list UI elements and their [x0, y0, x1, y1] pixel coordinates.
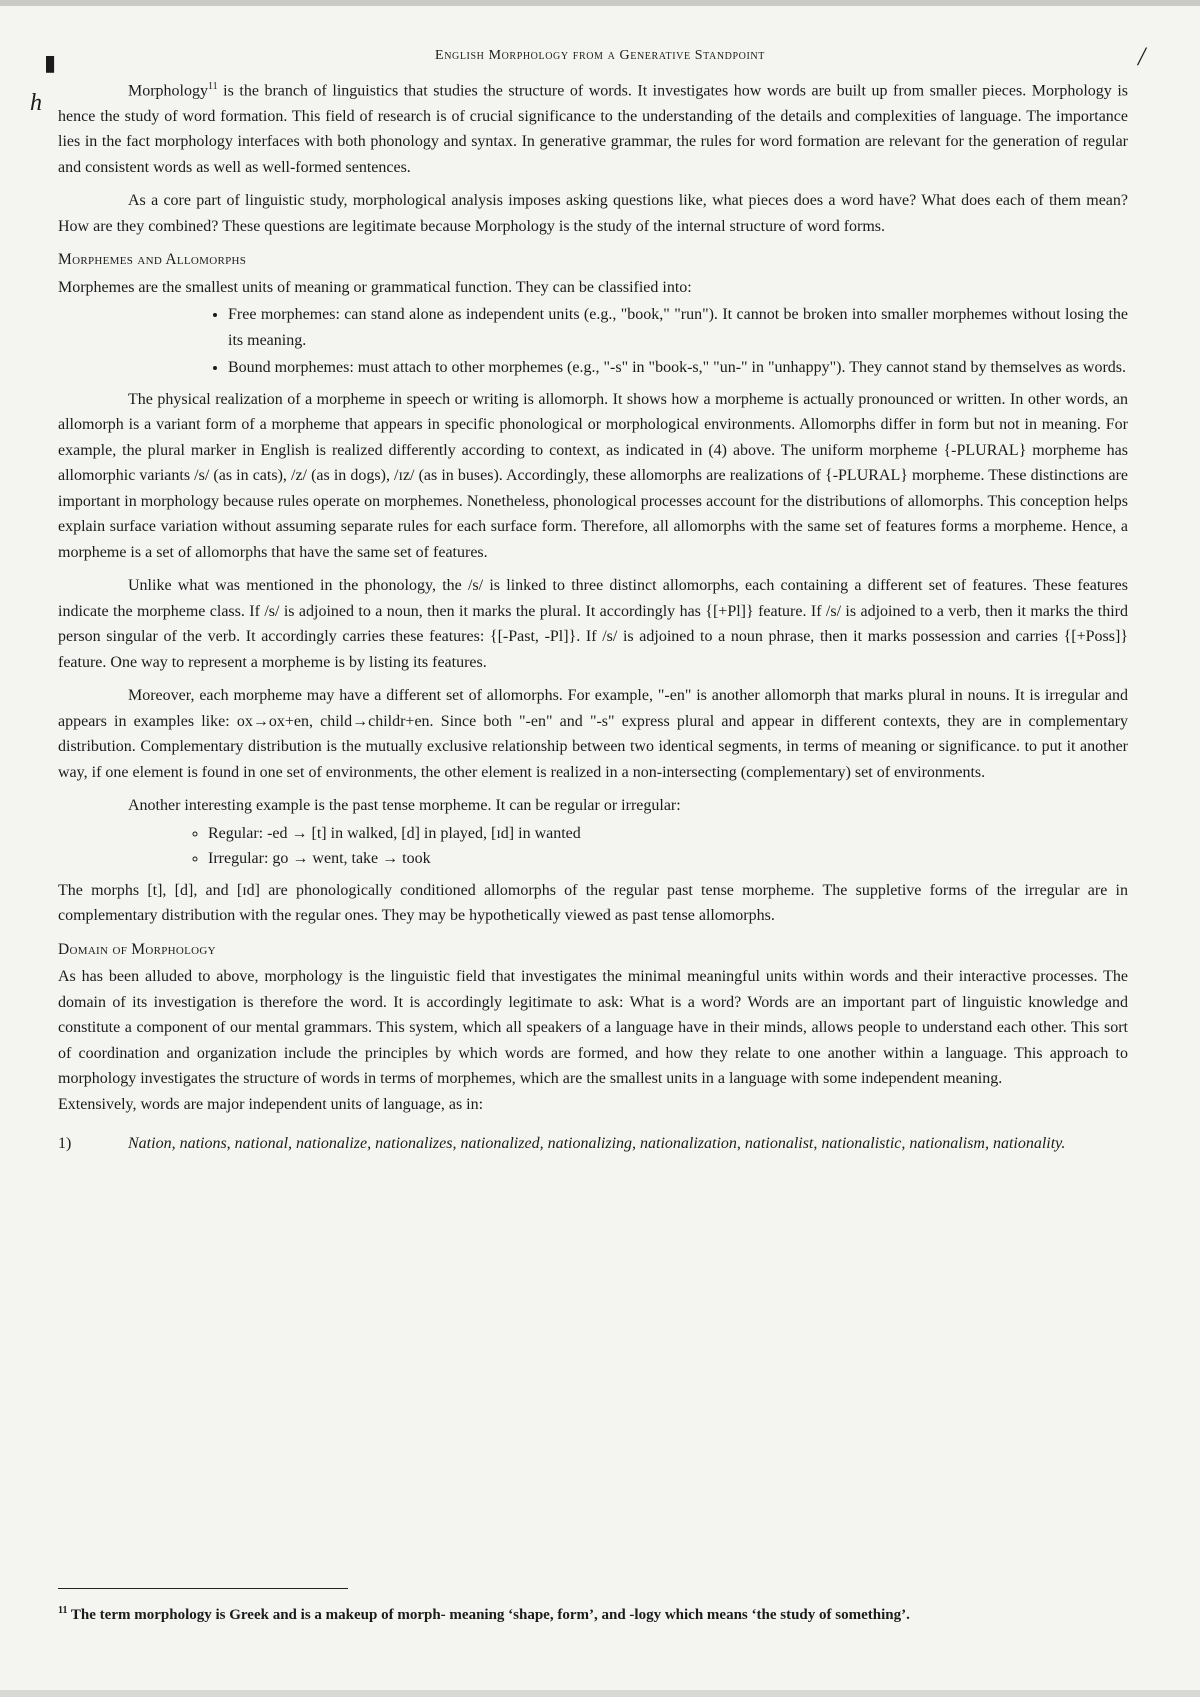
morpheme-types-list — [58, 302, 1128, 381]
example-text: Nation, nations, national, nationalize, nationalizes, nationalized, nationalizing, nationalization, nationalist, nationalistic, nationalism, nationality. — [128, 1135, 1066, 1153]
past-tense-intro: Another interesting example is the past tense morpheme. It can be regular or irregular: — [128, 797, 681, 815]
list-item: • Bound morphemes: must attach to other morphemes (e.g., "-s" in "book-s," "un-" in "unhappy"). They cannot stand by themselves as words. — [228, 355, 1128, 381]
intro-paragraph-2: As a core part of linguistic study, morphological analysis imposes asking questions like, what pieces does a word have? What does each of them mean? How are they combined? These questions are legitimate because Morphology is the study of the internal structure of word forms. — [58, 192, 1128, 235]
complementary-paragraph: Moreover, each morpheme may have a different set of allomorphs. For example, "-en" is another allomorph that marks plural in nouns. It is irregular and appears in examples like: ox→ox+en, child→childr+en. Since both "-en" and "-s" express plural and appear in different contexts, they are in complementary distribution. Complementary distribution is the mutually exclusive relationship between two identical segments, in terms of meaning or significance. to put it another way, if one element is found in one set of environments, the other element is realized in a non-intersecting (complementary) set of environments. — [58, 687, 1128, 781]
margin-mark-handwritten: h — [30, 90, 42, 116]
margin-mark-left: ▮ — [44, 50, 57, 75]
morphs-paragraph: The morphs [t], [d], and [ɪd] are phonologically conditioned allomorphs of the regular past tense morpheme. The suppletive forms of the irregular are in complementary distribution with the regular ones. They may be hypothetically viewed as past tense allomorphs. — [58, 881, 1128, 925]
morphemes-lead: Morphemes are the smallest units of meaning or grammatical function. They can be classified into: — [58, 278, 692, 296]
footnote-divider — [58, 1588, 348, 1589]
list-item: ◦ Irregular: go → went, take → took — [208, 846, 1128, 872]
margin-mark-right: / — [1138, 42, 1146, 71]
section-heading-morphemes: Morphemes and Allomorphs — [58, 251, 247, 269]
running-header: English Morphology from a Generative Standpoint — [435, 48, 765, 63]
features-paragraph: Unlike what was mentioned in the phonology, the /s/ is linked to three distinct allomorphs, each containing a different set of features. These features indicate the morpheme class. If /s/ is adjoined to a noun, then it marks the plural. It accordingly has {[+Pl]} feature. If /s/ is adjoined to a verb, then it marks the third person singular of the verb. It accordingly carries these features: {[-Past, -Pl]}. If /s/ is adjoined to a noun phrase, then it marks possession and carries {[+Poss]} feature. One way to represent a morpheme is by listing its features. — [58, 577, 1128, 671]
list-item: • Free morphemes: can stand alone as independent units (e.g., "book," "run"). It cannot be broken into smaller morphemes without losing the its meaning. — [228, 302, 1128, 353]
intro-paragraph-1: Morphology$^{11}$ is the branch of linguistics that studies the structure of words. It investigates how words are built up from smaller pieces. Morphology is hence the study of word formation. This field of research is of crucial significance to the understanding of the details and complexities of language. The importance lies in the fact morphology interfaces with both phonology and syntax. In generative grammar, the rules for word formation are relevant for the generation of regular and consistent words as well as well-formed sentences. — [58, 81, 1128, 176]
allomorph-paragraph: The physical realization of a morpheme in speech or writing is allomorph. It shows how a morpheme is actually pronounced or written. In other words, an allomorph is a variant form of a morpheme that appears in specific phonological or morphological environments. Allomorphs differ in form but not in meaning. For example, the plural marker in English is realized differently according to context, as indicated in (4) above. The uniform morpheme {-PLURAL} morpheme has allomorphic variants /s/ (as in cats), /z/ (as in dogs), /ɪz/ (as in buses). Accordingly, these allomorphs are realizations of {-PLURAL} morpheme. These distinctions are important in morphology because rules operate on morphemes. Nonetheless, phonological processes account for the distributions of allomorphs. This conception helps explain surface variation without assuming separate rules for each surface form. Therefore, all allomorphs with the same set of features forms a morpheme. Hence, a morpheme is a set of allomorphs that have the same set of features. — [58, 390, 1128, 561]
domain-lead: Extensively, words are major independent units of language, as in: — [58, 1095, 484, 1113]
top-edge — [0, 0, 1200, 6]
domain-paragraph: As has been alluded to above, morphology is the linguistic field that investigates the minimal meaningful units within words and their interactive processes. The domain of its investigation is therefore the word. It is accordingly legitimate to ask: What is a word? Words are an important part of linguistic knowledge and constitute a component of our mental grammars. This system, which all speakers of a language have in their minds, allows people to understand each other. This sort of coordination and organization include the principles by which words are formed, and how they relate to one another within a language. This approach to morphology investigates the structure of words in terms of morphemes, which are the smallest units in a language with some independent meaning. — [58, 968, 1128, 1088]
footnote-ref[interactable]: 11 — [208, 81, 218, 92]
main-content — [58, 74, 1128, 1157]
numbered-example — [58, 1131, 1128, 1157]
list-item: ◦ Regular: -ed → [t] in walked, [d] in played, [ɪd] in wanted — [208, 821, 1128, 847]
footnote: $^{11}$ The term morphology is Greek and is a makeup of morph- meaning ‘shape, form’, and -logy which means ‘the study of something’. — [58, 1605, 910, 1623]
example-number: 1) — [58, 1135, 72, 1153]
past-tense-examples — [58, 821, 1128, 872]
section-heading-domain: Domain of Morphology — [58, 940, 216, 958]
bottom-edge — [0, 1690, 1200, 1697]
